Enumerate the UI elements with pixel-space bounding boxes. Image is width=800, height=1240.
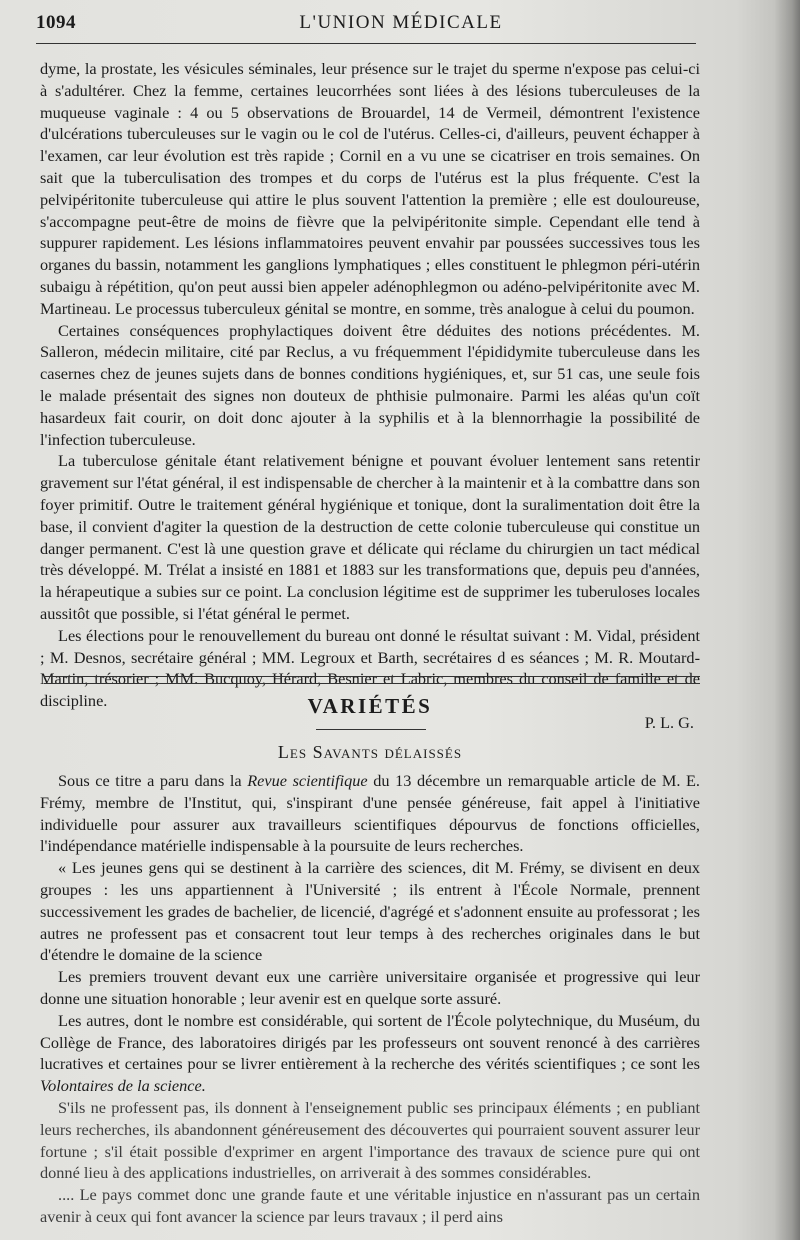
variete-paragraph: Les premiers trouvent devant eux une carrière universitaire organisée et progressive qui leur donne une situation honorable ; leur avenir est en quelque sorte assuré. bbox=[40, 967, 700, 1008]
italic-phrase: Volontaires de la science. bbox=[40, 1076, 206, 1096]
title-underline bbox=[316, 729, 426, 730]
section-divider bbox=[44, 676, 700, 684]
book-spine-shadow bbox=[774, 0, 800, 1240]
article-paragraph: Les élections pour le renouvellement du bureau ont donné le résultat suivant : M. Vidal, président ; M. Desnos, secrétaire général ; MM. Legroux et Barth, secrétaires d es séances ; M. R. Moutard-Martin, trésorier ; MM. Bucquoy, Hérard, Besnier et Labric, membres du conseil de famille et de discipline. bbox=[40, 625, 700, 711]
article-paragraph: La tuberculose génitale étant relativement bénigne et pouvant évoluer lentement sans retentir gravement sur l'état général, il est indispensable de chercher à la maintenir et à la combattre dans son foyer primitif. Outre le traitement général hygiénique et tonique, dont la suralimentation doit être la base, il convient d'agiter la question de la destruction de cette colonie tuberculeuse qui constitue un danger permanent. C'est là une question grave et délicate qui réclame du chirurgien un tact médical très développé. M. Trélat a insisté en 1881 et 1883 sur les transformations que, depuis peu d'années, la hérapeutique a subies sur ce point. La conclusion légitime est de supprimer les tuberuloses locales aussitôt que possible, si l'état général le permet. bbox=[40, 451, 700, 623]
text-run: Les autres, dont le nombre est considérable, qui sortent de l'École polytechnique, du Muséum, du Collège de France, des laboratoires dirigés par les professeurs ont souvent renoncé à des carrières lucratives et certaines pour se livrer entièrement à la recherche des vérités scientifiques ; ce sont les bbox=[40, 1010, 700, 1074]
article-paragraph: Certaines conséquences prophylactiques doivent être déduites des notions précédentes. M. Salleron, médecin militaire, cité par Reclus, a vu fréquemment l'épididymite tuberculeuse dans les casernes chez de jeunes sujets dans de bonnes conditions hygiéniques, et, sur 51 cas, une seule fois le malade présentait des signes non douteux de phthisie pulmonaire. Parmi les aléas qu'un coït hasardeux fait courir, on doit donc ajouter à la syphilis et à la blennorrhagie la possibilité de l'infection tuberculeuse. bbox=[40, 320, 700, 449]
journal-name: Revue scientifique bbox=[247, 771, 368, 790]
variete-paragraph: .... Le pays commet donc une grande faute et une véritable injustice en n'assurant pas un certain avenir à ceux qui font avancer la science par leurs travaux ; il perd ains bbox=[40, 1185, 700, 1226]
variete-paragraph: « Les jeunes gens qui se destinent à la carrière des sciences, dit M. Frémy, se divisent en deux groupes : les uns appartiennent à l'Université ; ils entrent à l'École Normale, prennent successivement les grades de bachelier, de licencié, d'agrégé et s'adonnent ensuite au professorat ; les autres ne professent pas et consacrent tout leur temps à des recherches originales dans le but d'étendre le domaine de la science bbox=[40, 858, 700, 965]
text-run: Sous ce titre a paru dans la bbox=[58, 771, 248, 790]
text-run: du 13 décembre un remarquable article de M. E. Frémy, membre de l'Institut, qui, s'inspirant d'une pensée généreuse, fait appel à l'initiative individuelle pour assurer aux travailleurs scientifiques dépourvus de fonctions officielles, l'indépendance matérielle indispensable à la poursuite de leurs recherches. bbox=[40, 771, 701, 856]
author-signature: P. L. G. bbox=[644, 712, 694, 732]
article-continuation bbox=[40, 58, 700, 734]
article-paragraph: dyme, la prostate, les vésicules séminales, leur présence sur le trajet du sperme n'expose pas celui-ci à s'adultérer. Chez la femme, certaines leucorrhées sont liées à des lésions tuberculeuses de la muqueuse vaginale : 4 ou 5 observations de Brouardel, 14 de Vermeil, démontrent l'existence d'ulcérations tuberculeuses sur le vagin ou le col de l'utérus. Celles-ci, d'ailleurs, peuvent échapper à l'examen, car leur évolution est très rapide ; Cornil en a vu une se cicatriser en trois semaines. On sait que la tuberculisation des trompes et du corps de l'utérus est la plus fréquente. C'est la pelvipéritonite tuberculeuse qui attire le plus souvent l'attention la première ; elle est douloureuse, s'accompagne peut-être de moins de fièvre que la pelvipéritonite simple. Cependant elle tend à suppurer rapidement. Les lésions inflammatoires peuvent envahir par poussées successives tous les organes du bassin, notamment les ganglions lymphatiques ; elles constituent le phlegmon péri-utérin subaigu à répétition, qu'on peut aussi bien appeler adénophlegmon ou adéno-pelvipéritonite avec M. Martineau. Le processus tuberculeux génital se montre, en somme, très analogue à celui du poumon. bbox=[40, 59, 700, 318]
page-number: 1094 bbox=[36, 12, 76, 33]
variete-article bbox=[40, 770, 700, 1228]
variete-paragraph bbox=[40, 1010, 700, 1097]
section-subtitle: Les Savants délaissés bbox=[277, 742, 463, 762]
variete-paragraph: S'ils ne professent pas, ils donnent à l'enseignement public ses principaux éléments ; en publiant leurs recherches, ils abandonnent généreusement des découvertes qui pourraient souvent assurer leur fortune ; s'il était possible d'exprimer en argent l'importance des travaux de science pure qui ont donné lieu à des applications industrielles, on arriverait à des sommes considérables. bbox=[40, 1097, 700, 1183]
section-title: VARIÉTÉS bbox=[307, 694, 433, 718]
journal-title: L'UNION MÉDICALE bbox=[299, 12, 503, 33]
header-rule bbox=[36, 43, 696, 44]
running-header bbox=[36, 8, 766, 38]
variete-paragraph bbox=[40, 770, 700, 857]
